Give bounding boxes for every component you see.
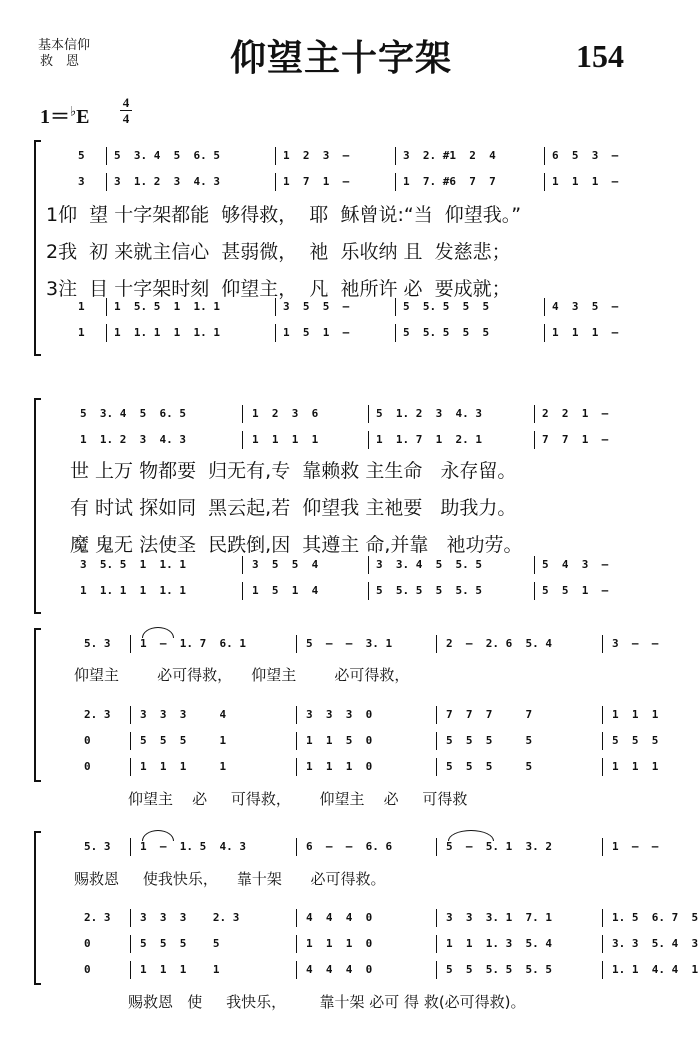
barline (130, 935, 131, 953)
barline (106, 147, 107, 165)
staff-row (40, 838, 665, 856)
bar-notes: 5 5 5 5 (140, 937, 220, 950)
staff-row (40, 706, 665, 724)
bar-notes: 3 1. 2 3 4. 3 (114, 175, 220, 188)
lyric-lower-parts: 仰望主 必 可得救， 仰望主 必 可得救 (128, 790, 468, 808)
bar-notes: 4 4 4 0 (306, 911, 373, 924)
barline (130, 961, 131, 979)
lyric-verse-1: 世 上万 物都要 归无有,专 靠赖救 主生命 永存留。 (70, 460, 517, 482)
bar-notes: 2 2 1 – (542, 407, 609, 420)
bar-notes: 5. 3 (84, 637, 111, 650)
bar-notes: 1 1. 1 1 1. 1 (114, 326, 220, 339)
barline (436, 961, 437, 979)
barline (275, 298, 276, 316)
barline (436, 838, 437, 856)
lyric-soprano: 赐救恩 使我快乐， 靠十架 必可得救。 (74, 870, 386, 888)
bar-notes: 3 5 5 – (283, 300, 350, 313)
staff-row (40, 147, 665, 165)
staff-row (40, 431, 665, 449)
barline (534, 556, 535, 574)
barline (395, 173, 396, 191)
barline (275, 173, 276, 191)
time-sig-top: 4 (122, 95, 130, 110)
barline (275, 324, 276, 342)
barline (130, 758, 131, 776)
barline (602, 909, 603, 927)
barline (242, 582, 243, 600)
bar-notes: 1 7. #6 7 7 (403, 175, 496, 188)
bar-notes: 3 2. #1 2 4 (403, 149, 496, 162)
barline (602, 758, 603, 776)
bar-notes: 1 1 1 1 (252, 433, 319, 446)
bar-notes: 5 5 1 – (542, 584, 609, 597)
barline (395, 147, 396, 165)
barline (130, 706, 131, 724)
bar-notes: 1 5 1 – (283, 326, 350, 339)
bar-notes: 3 3 3 2. 3 (140, 911, 240, 924)
barline (436, 732, 437, 750)
hymn-title: 仰望主十字架 (230, 38, 453, 79)
barline (436, 758, 437, 776)
barline (544, 173, 545, 191)
barline (544, 324, 545, 342)
barline (296, 732, 297, 750)
slur-mark (142, 830, 174, 841)
category-label: 基本信仰 (38, 38, 91, 53)
barline (106, 324, 107, 342)
barline (242, 405, 243, 423)
hymn-number: 154 (576, 38, 624, 74)
staff-row (40, 582, 665, 600)
barline (602, 732, 603, 750)
bar-notes: 5 5 5 (612, 734, 659, 747)
barline (130, 838, 131, 856)
staff-row (40, 556, 665, 574)
staff-row (40, 961, 699, 979)
barline (534, 431, 535, 449)
bar-notes: 3 3 3 0 (306, 708, 373, 721)
barline (296, 838, 297, 856)
barline (106, 173, 107, 191)
bar-notes: 1 – 1. 7 6. 1 (140, 635, 246, 653)
barline (395, 324, 396, 342)
barline (106, 298, 107, 316)
bar-notes: 1 1. 2 3 4. 3 (80, 433, 186, 446)
barline (296, 909, 297, 927)
bar-notes: 7 7 7 7 (446, 708, 533, 721)
lyric-verse-2: 2我 初 来就主信心 甚弱微， 祂 乐收纳 且 发慈悲； (46, 241, 511, 263)
barline (368, 405, 369, 423)
bar-notes: 1 1 1 – (552, 175, 619, 188)
bar-notes: 5 – 5. 1 3. 2 (446, 838, 552, 856)
bar-notes: 5 5 5. 5 5. 5 (446, 963, 552, 976)
bar-notes: 1 2 3 – (283, 149, 350, 162)
bar-notes: 5 5. 5 5 5 (403, 300, 490, 313)
bar-notes: 5 5 5 1 (140, 734, 227, 747)
bar-notes: 1 – 1. 5 4. 3 (140, 838, 246, 856)
barline (534, 582, 535, 600)
staff-row (40, 324, 665, 342)
bar-notes: 7 7 1 – (542, 433, 609, 446)
barline (296, 706, 297, 724)
bar-notes: 5. 3 (84, 840, 111, 853)
barline (436, 935, 437, 953)
bar-notes: 1 1 1 (612, 708, 659, 721)
subcategory-label: 救 恩 (40, 54, 80, 69)
barline (436, 706, 437, 724)
bar-notes: 1 1 1 0 (306, 937, 373, 950)
barline (296, 961, 297, 979)
slur-mark (448, 830, 494, 841)
bar-notes: 1 1 1. 3 5. 4 (446, 937, 552, 950)
staff-row (40, 732, 665, 750)
bar-notes: 5 4 3 – (542, 558, 609, 571)
barline (436, 909, 437, 927)
bar-notes: 1. 1 4. 4 1 (612, 963, 699, 976)
barline (602, 635, 603, 653)
bar-notes: 3 (78, 175, 85, 188)
bar-notes: 5 5. 5 5 5. 5 (376, 584, 482, 597)
bar-notes: 0 (84, 963, 91, 976)
barline (130, 635, 131, 653)
bar-notes: 3 3 3 4 (140, 708, 227, 721)
lyric-verse-1: 1仰 望 十字架都能 够得救， 耶 稣曾说:“当 仰望我。” (46, 204, 522, 226)
bar-notes: 1 (78, 326, 85, 339)
barline (602, 961, 603, 979)
barline (296, 758, 297, 776)
barline (544, 147, 545, 165)
barline (436, 635, 437, 653)
bar-notes: 1 1 1 1 (140, 760, 227, 773)
bar-notes: 5 3. 4 5 6. 5 (80, 407, 186, 420)
bar-notes: 1 (78, 300, 85, 313)
lyric-lower-parts: 赐救恩 使 我快乐， 靠十架 必可 得 救(必可得救)。 (128, 993, 526, 1011)
bar-notes: 2. 3 (84, 911, 111, 924)
bar-notes: 1 1 1 (612, 760, 659, 773)
bar-notes: 1 1 1 – (552, 326, 619, 339)
bar-notes: 6 – – 6. 6 (306, 840, 393, 853)
bar-notes: 1 7 1 – (283, 175, 350, 188)
bar-notes: 1 1. 1 1 1. 1 (80, 584, 186, 597)
bar-notes: 6 5 3 – (552, 149, 619, 162)
bar-notes: 5 1. 2 3 4. 3 (376, 407, 482, 420)
barline (368, 431, 369, 449)
bar-notes: 3 – – (612, 637, 659, 650)
time-sig-bottom: 4 (122, 111, 130, 126)
lyric-verse-3: 魔 鬼无 法使圣 民跌倒,因 其遵主 命,并靠 祂功劳。 (70, 534, 523, 556)
bar-notes: 5 5 5 5 (446, 760, 533, 773)
staff-row (40, 405, 665, 423)
bar-notes: 5 5 5 5 (446, 734, 533, 747)
bar-notes: 1 1 1 0 (306, 760, 373, 773)
bar-notes: 1 2 3 6 (252, 407, 319, 420)
barline (368, 556, 369, 574)
barline (368, 582, 369, 600)
barline (602, 935, 603, 953)
bar-notes: 3 5 5 4 (252, 558, 319, 571)
bar-notes: 1 1. 7 1 2. 1 (376, 433, 482, 446)
bar-notes: 4 4 4 0 (306, 963, 373, 976)
barline (130, 909, 131, 927)
staff-row (40, 758, 665, 776)
key-signature (40, 100, 89, 129)
bar-notes: 5 – – 3. 1 (306, 637, 393, 650)
barline (296, 635, 297, 653)
bar-notes: 1 5. 5 1 1. 1 (114, 300, 220, 313)
lyric-verse-2: 有 时试 探如同 黑云起,若 仰望我 主祂要 助我力。 (70, 497, 517, 519)
bar-notes: 0 (84, 937, 91, 950)
barline (602, 706, 603, 724)
staff-row (40, 298, 665, 316)
slur-mark (142, 627, 174, 638)
bar-notes: 1 1 1 1 (140, 963, 220, 976)
bar-notes: 1 1 5 0 (306, 734, 373, 747)
bar-notes: 1 – – (612, 840, 659, 853)
staff-row (40, 173, 665, 191)
bar-notes: 1. 5 6. 7 5 (612, 911, 699, 924)
barline (602, 838, 603, 856)
time-signature (120, 96, 132, 125)
bar-notes: 5 5. 5 5 5 (403, 326, 490, 339)
barline (544, 298, 545, 316)
lyric-soprano: 仰望主 必可得救， 仰望主 必可得救， (74, 666, 410, 684)
staff-row (40, 909, 699, 927)
bar-notes: 5 3. 4 5 6. 5 (114, 149, 220, 162)
bar-notes: 2. 3 (84, 708, 111, 721)
staff-row (40, 935, 699, 953)
bar-notes: 2 – 2. 6 5. 4 (446, 637, 552, 650)
bar-notes: 5 (78, 149, 85, 162)
bar-notes: 3 3. 4 5 5. 5 (376, 558, 482, 571)
barline (242, 431, 243, 449)
bar-notes: 3. 3 5. 4 3 (612, 937, 699, 950)
barline (242, 556, 243, 574)
lyric-verse-3: 3注 目 十字架时刻 仰望主， 凡 祂所许 必 要成就； (46, 278, 511, 300)
barline (130, 732, 131, 750)
bar-notes: 1 5 1 4 (252, 584, 319, 597)
key-prefix: 1＝ (40, 106, 70, 128)
bar-notes: 0 (84, 734, 91, 747)
staff-row (40, 635, 665, 653)
barline (534, 405, 535, 423)
bar-notes: 3 5. 5 1 1. 1 (80, 558, 186, 571)
flat-sign-icon: ♭ (70, 103, 77, 119)
barline (275, 147, 276, 165)
bar-notes: 3 3 3. 1 7. 1 (446, 911, 552, 924)
barline (296, 935, 297, 953)
bar-notes: 4 3 5 – (552, 300, 619, 313)
barline (395, 298, 396, 316)
key-note: E (76, 106, 90, 128)
bar-notes: 0 (84, 760, 91, 773)
